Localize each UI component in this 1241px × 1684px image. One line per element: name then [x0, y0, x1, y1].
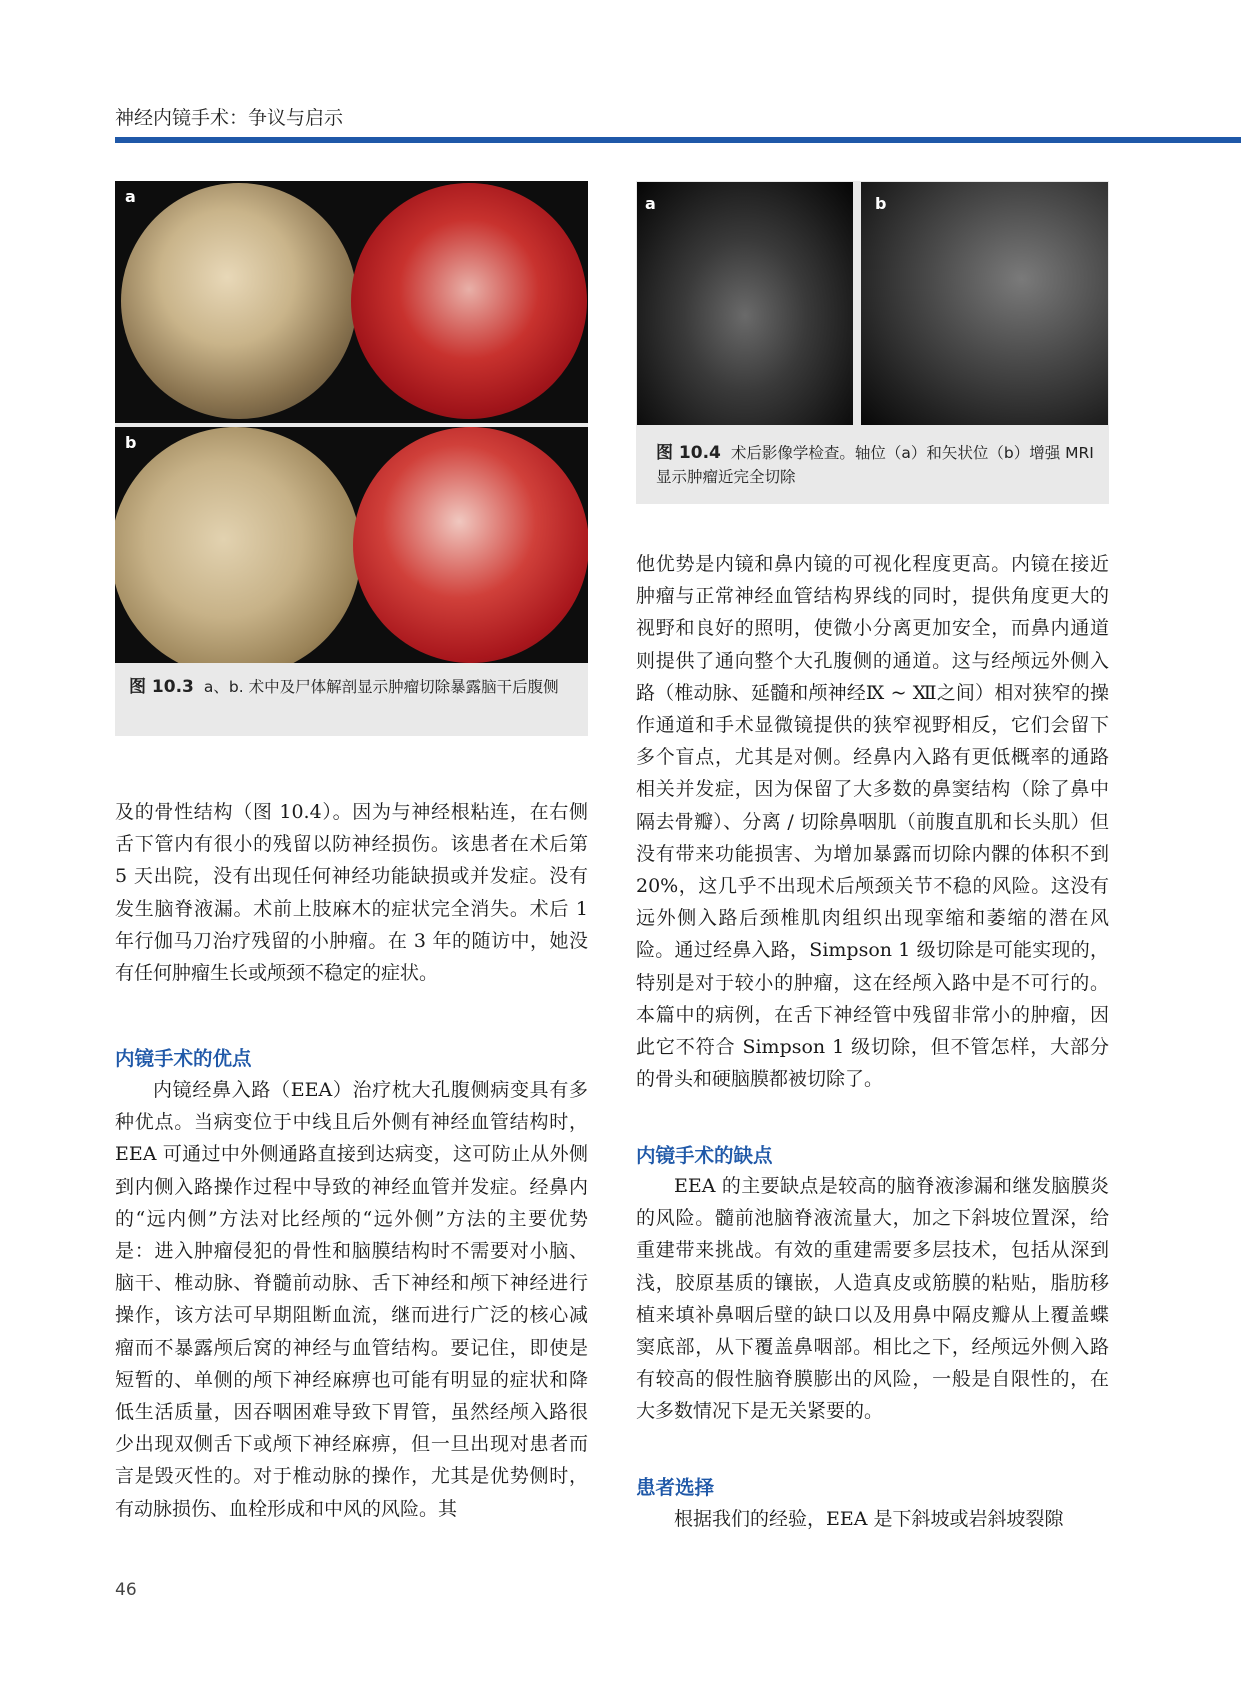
- figure-10-3-label: 图 10.3: [129, 677, 194, 697]
- cadaver-dissection-image-a: [121, 183, 357, 419]
- figure-10-4-caption: [656, 441, 1096, 489]
- figure-10-4-label: 图 10.4: [656, 443, 721, 463]
- figure-10-4-caption-text: 术后影像学检查。轴位（a）和矢状位（b）增强 MRI 显示肿瘤近完全切除: [656, 444, 1094, 486]
- page-number: 46: [115, 1580, 137, 1600]
- figure-10-4-panel-b: [861, 182, 1108, 425]
- figure-10-3-panel-b: [115, 427, 588, 663]
- body-paragraph: 他优势是内镜和鼻内镜的可视化程度更高。内镜在接近肿瘤与正常神经血管结构界线的同时，提供角度更大的视野和良好的照明，使微小分离更加安全，而鼻内通道则提供了通向整个大孔腹侧的通道。这与经颅远外侧入路（椎动脉、延髓和颅神经Ⅸ ~ Ⅻ之间）相对狭窄的操作通道和手术显微镜提供的狭窄视野相反，它们会留下多个盲点，尤其是对侧。经鼻内入路有更低概率的通路相关并发症，因为保留了大多数的鼻窦结构（除了鼻中隔去骨瓣）、分离 / 切除鼻咽肌（前腹直肌和长头肌）但没有带来功能损害、为增加暴露而切除内髁的体积不到 20%，这几乎不出现术后颅颈关节不稳的风险。这没有远外侧入路后颈椎肌肉组织出现挛缩和萎缩的潜在风险。通过经鼻入路，Simpson 1 级切除是可能实现的，特别是对于较小的肿瘤，这在经颅入路中是不可行的。本篇中的病例，在舌下神经管中残留非常小的肿瘤，因此它不符合 Simpson 1 级切除，但不管怎样，大部分的骨头和硬脑膜都被切除了。: [636, 553, 1109, 1091]
- intraop-endoscopic-image-b: [353, 427, 588, 663]
- left-column-para-1: [115, 796, 588, 989]
- panel-letter-b: b: [875, 194, 887, 213]
- heading-disadvantages: 内镜手术的缺点: [636, 1144, 773, 1167]
- cadaver-dissection-image-b: [115, 427, 361, 663]
- panel-letter-a: a: [125, 187, 136, 206]
- heading-advantages: 内镜手术的优点: [115, 1047, 252, 1070]
- body-paragraph: 根据我们的经验，EEA 是下斜坡或岩斜坡裂隙: [674, 1508, 1064, 1530]
- running-header: 神经内镜手术：争议与启示: [115, 107, 344, 129]
- figure-10-4: [636, 181, 1109, 504]
- body-paragraph: 内镜经鼻入路（EEA）治疗枕大孔腹侧病变具有多种优点。当病变位于中线且后外侧有神经血管结构时，EEA 可通过中外侧通路直接到达病变，这可防止从外侧到内侧入路操作过程中导致的神经血管并发症。经鼻内的“远内侧”方法对比经颅的“远外侧”方法的主要优势是：进入肿瘤侵犯的骨性和脑膜结构时不需要对小脑、脑干、椎动脉、脊髓前动脉、舌下神经和颅下神经进行操作，该方法可早期阻断血流，继而进行广泛的核心减瘤而不暴露颅后窝的神经与血管结构。要记住，即使是短暂的、单侧的颅下神经麻痹也可能有明显的症状和降低生活质量，因吞咽困难导致下胃管，虽然经颅入路很少出现双侧舌下或颅下神经麻痹，但一旦出现对患者而言是毁灭性的。对于椎动脉的操作，尤其是优势侧时，有动脉损伤、血栓形成和中风的风险。其: [115, 1079, 588, 1520]
- figure-10-3: [115, 181, 588, 736]
- panel-letter-a: a: [645, 194, 656, 213]
- figure-10-3-caption: [129, 675, 574, 699]
- header-rule: [115, 137, 1241, 143]
- heading-patient-selection: 患者选择: [636, 1476, 715, 1499]
- panel-letter-b: b: [125, 433, 137, 452]
- body-paragraph: EEA 的主要缺点是较高的脑脊液渗漏和继发脑膜炎的风险。髓前池脑脊液流量大，加之下斜坡位置深，给重建带来挑战。有效的重建需要多层技术，包括从深到浅，胶原基质的镶嵌，人造真皮或筋膜的粘贴，脂肪移植来填补鼻咽后壁的缺口以及用鼻中隔皮瓣从上覆盖蝶窦底部，从下覆盖鼻咽部。相比之下，经颅远外侧入路有较高的假性脑脊膜膨出的风险，一般是自限性的，在大多数情况下是无关紧要的。: [636, 1175, 1109, 1423]
- figure-10-4-panel-a: [637, 182, 853, 425]
- right-column-para-2: [636, 1170, 1109, 1428]
- figure-10-3-caption-text: a、b. 术中及尸体解剖显示肿瘤切除暴露脑干后腹侧: [203, 678, 559, 696]
- left-column-para-2: [115, 1074, 588, 1525]
- body-paragraph: 及的骨性结构（图 10.4）。因为与神经根粘连，在右侧舌下管内有很小的残留以防神经损伤。该患者在术后第 5 天出院，没有出现任何神经功能缺损或并发症。没有发生脑脊液漏。术前上肢麻木的症状完全消失。术后 1 年行伽马刀治疗残留的小肿瘤。在 3 年的随访中，她没有任何肿瘤生长或颅颈不稳定的症状。: [115, 801, 588, 985]
- intraop-endoscopic-image-a: [351, 183, 587, 419]
- right-column-para-1: [636, 548, 1109, 1095]
- figure-10-3-panel-a: [115, 181, 588, 423]
- right-column-para-3: [636, 1503, 1109, 1535]
